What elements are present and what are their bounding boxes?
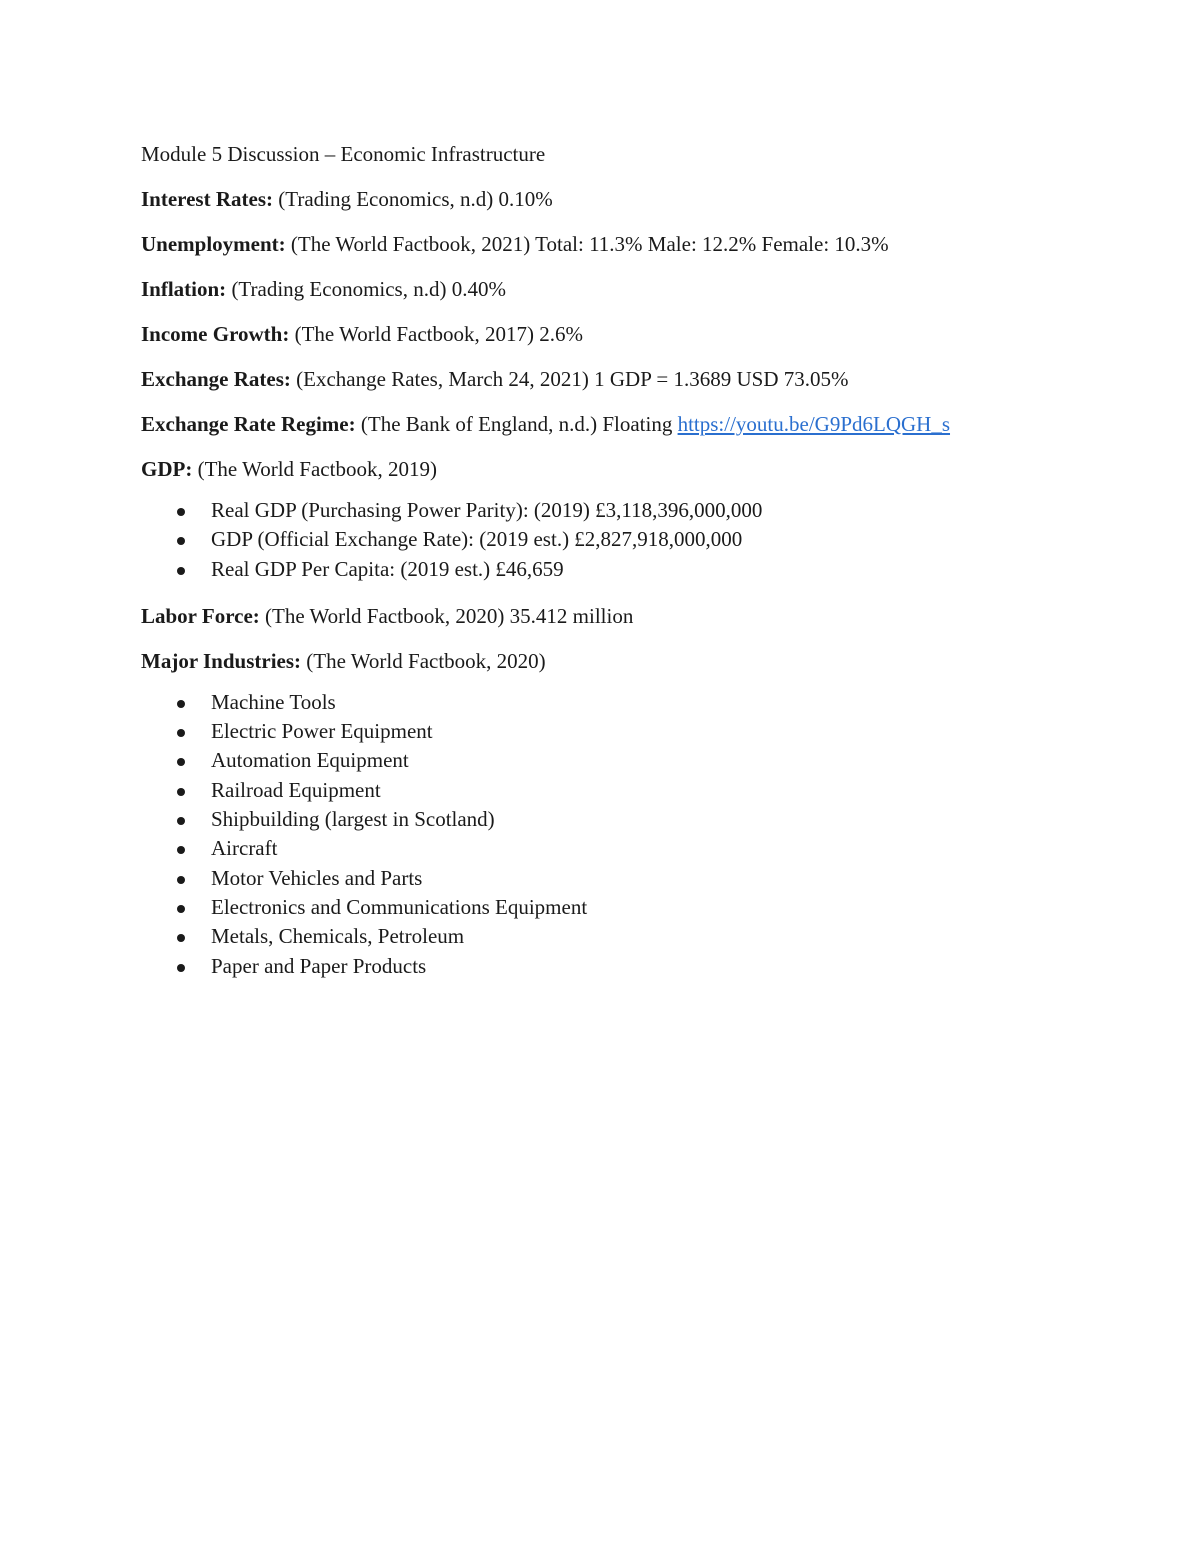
gdp-line xyxy=(141,459,1101,500)
bullet-icon xyxy=(177,729,185,737)
list-item: Electric Power Equipment xyxy=(141,721,1101,750)
list-item: Electronics and Communications Equipment xyxy=(141,897,1101,926)
bullet-icon xyxy=(177,537,185,545)
document-body xyxy=(141,144,1101,985)
exchange-regime-text: (The Bank of England, n.d.) Floating xyxy=(355,412,678,436)
inflation-text: (Trading Economics, n.d) 0.40% xyxy=(226,277,506,301)
interest-rates-text: (Trading Economics, n.d) 0.10% xyxy=(273,187,553,211)
labor-force-label: Labor Force: xyxy=(141,603,260,628)
labor-force-line xyxy=(141,603,1101,651)
exchange-rates-line xyxy=(141,369,1101,414)
exchange-regime-label: Exchange Rate Regime: xyxy=(141,412,356,436)
list-item: Real GDP Per Capita: (2019 est.) £46,659 xyxy=(141,559,1101,588)
bullet-icon xyxy=(177,905,185,913)
interest-rates-label: Interest Rates: xyxy=(141,187,273,211)
bullet-icon xyxy=(177,964,185,972)
bullet-icon xyxy=(177,817,185,825)
exchange-regime-link[interactable]: https://youtu.be/G9Pd6LQGH_s xyxy=(677,412,951,436)
list-item: Machine Tools xyxy=(141,692,1101,721)
gdp-text: (The World Factbook, 2019) xyxy=(192,457,437,481)
exchange-regime-line xyxy=(141,414,1101,459)
industries-list xyxy=(141,689,1101,985)
inflation-label: Inflation: xyxy=(141,277,227,301)
labor-force-text: (The World Factbook, 2020) 35.412 million xyxy=(259,603,634,628)
unemployment-label: Unemployment: xyxy=(141,232,286,256)
income-growth-label: Income Growth: xyxy=(141,322,290,346)
list-item: Real GDP (Purchasing Power Parity): (2019) £3,118,396,000,000 xyxy=(141,500,1101,529)
major-industries-label: Major Industries: xyxy=(141,648,302,673)
list-item: GDP (Official Exchange Rate): (2019 est.) £2,827,918,000,000 xyxy=(141,529,1101,558)
title-text: Module 5 Discussion – Economic Infrastructure xyxy=(141,142,546,166)
income-growth-line xyxy=(141,324,1101,369)
bullet-icon xyxy=(177,508,185,516)
interest-rates-line xyxy=(141,189,1101,234)
unemployment-line xyxy=(141,234,1101,279)
list-item: Automation Equipment xyxy=(141,750,1101,779)
major-industries-line xyxy=(141,648,1101,692)
bullet-icon xyxy=(177,846,185,854)
gdp-list xyxy=(141,500,1101,588)
inflation-line xyxy=(141,279,1101,324)
list-item: Aircraft xyxy=(141,838,1101,867)
exchange-rates-label: Exchange Rates: xyxy=(141,367,291,391)
gdp-label: GDP: xyxy=(141,457,193,481)
income-growth-text: (The World Factbook, 2017) 2.6% xyxy=(289,322,583,346)
bullet-icon xyxy=(177,758,185,766)
major-industries-text: (The World Factbook, 2020) xyxy=(301,648,546,673)
list-item: Metals, Chemicals, Petroleum xyxy=(141,926,1101,955)
exchange-rates-text: (Exchange Rates, March 24, 2021) 1 GDP = 1.3689 USD 73.05% xyxy=(290,367,849,391)
list-item: Motor Vehicles and Parts xyxy=(141,868,1101,897)
bullet-icon xyxy=(177,788,185,796)
unemployment-text: (The World Factbook, 2021) Total: 11.3% Male: 12.2% Female: 10.3% xyxy=(285,232,889,256)
bullet-icon xyxy=(177,934,185,942)
list-item: Paper and Paper Products xyxy=(141,956,1101,985)
document-title xyxy=(141,144,1101,189)
list-item: Railroad Equipment xyxy=(141,780,1101,809)
bullet-icon xyxy=(177,700,185,708)
list-item: Shipbuilding (largest in Scotland) xyxy=(141,809,1101,838)
bullet-icon xyxy=(177,876,185,884)
bullet-icon xyxy=(177,567,185,575)
